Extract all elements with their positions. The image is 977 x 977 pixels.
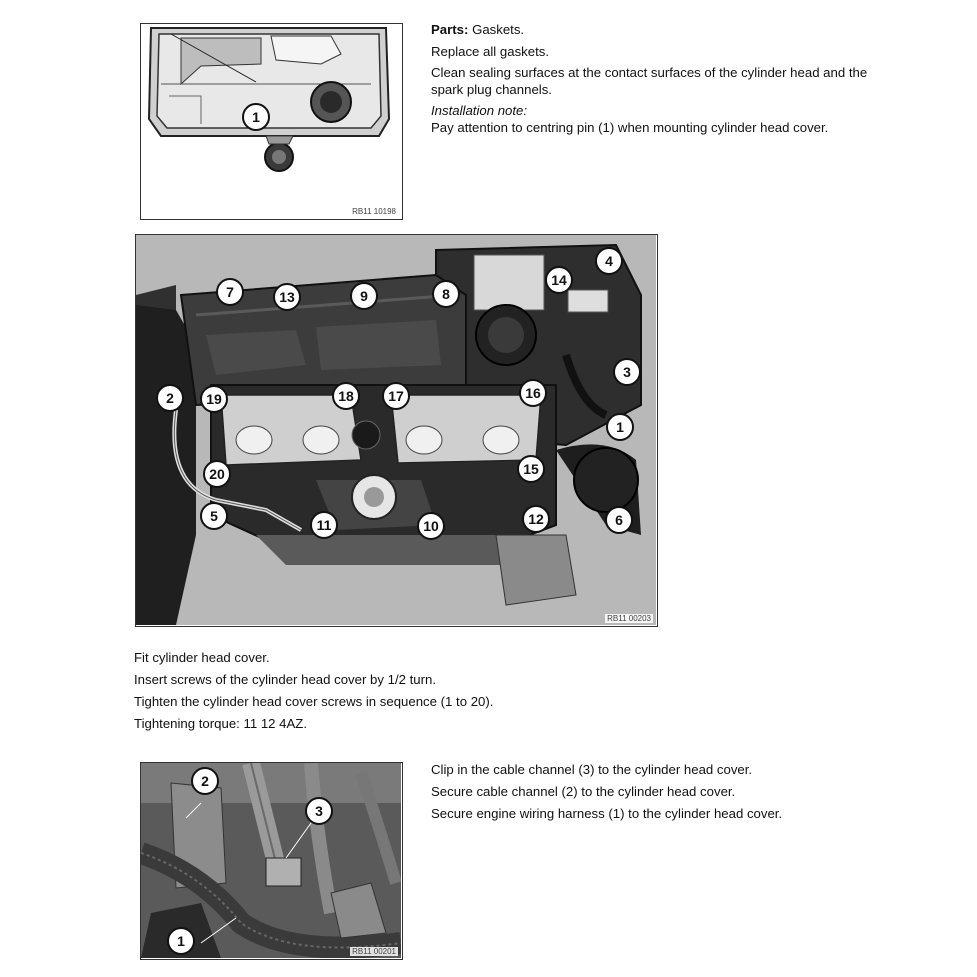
- figure3-callout-2: 2: [191, 767, 219, 795]
- clip-cable-channel-line: Clip in the cable channel (3) to the cylinder head cover.: [431, 762, 753, 777]
- parts-line: [431, 22, 871, 39]
- parts-value: Gaskets.: [472, 22, 525, 37]
- parts-label: Parts:: [431, 22, 469, 37]
- figure2-callout-15: 15: [517, 455, 545, 483]
- figure2-code: RB11 00203: [607, 614, 651, 623]
- section2-text: [134, 650, 654, 738]
- figure2-callout-8: 8: [432, 280, 460, 308]
- cylinder-head-cover-illustration: [141, 24, 401, 218]
- figure2-callout-9: 9: [350, 282, 378, 310]
- section1-text: [431, 22, 871, 141]
- figure2-callout-13: 13: [273, 283, 301, 311]
- figure2-callout-10: 10: [417, 512, 445, 540]
- figure1-callout-1: 1: [242, 103, 270, 131]
- figure2-callout-16: 16: [519, 379, 547, 407]
- figure2-callout-19: 19: [200, 385, 228, 413]
- replace-gaskets-line: Replace all gaskets.: [431, 43, 550, 59]
- figure2-callout-5: 5: [200, 502, 228, 530]
- insert-screws-line: Insert screws of the cylinder head cover by 1/2 turn.: [134, 672, 436, 687]
- figure3-callout-3: 3: [305, 797, 333, 825]
- figure2-callout-11: 11: [310, 511, 338, 539]
- figure3-callout-1: 1: [167, 927, 195, 955]
- section3-text: [431, 762, 871, 828]
- figure2-callout-17: 17: [382, 382, 410, 410]
- figure-cable-channel: [140, 762, 403, 960]
- figure2-callout-2: 2: [156, 384, 184, 412]
- secure-cable-channel-line: Secure cable channel (2) to the cylinder head cover.: [431, 784, 736, 799]
- figure2-callout-18: 18: [332, 382, 360, 410]
- tighten-sequence-line: Tighten the cylinder head cover screws in sequence (1 to 20).: [134, 694, 494, 709]
- fit-cover-line: Fit cylinder head cover.: [134, 650, 270, 665]
- installation-note-text: Pay attention to centring pin (1) when mounting cylinder head cover.: [431, 119, 829, 135]
- figure-cylinder-head-screw-sequence: [135, 234, 658, 627]
- figure2-callout-6: 6: [605, 506, 633, 534]
- figure2-callout-20: 20: [203, 460, 231, 488]
- figure-cylinder-head-cover-underside: [140, 23, 403, 220]
- tightening-torque-line: Tightening torque: 11 12 4AZ.: [134, 716, 308, 731]
- figure2-callout-7: 7: [216, 278, 244, 306]
- secure-wiring-harness-line: Secure engine wiring harness (1) to the cylinder head cover.: [431, 806, 783, 821]
- installation-note-label: Installation note:: [431, 103, 528, 118]
- figure2-callout-4: 4: [595, 247, 623, 275]
- clean-surfaces-line: Clean sealing surfaces at the contact surfaces of the cylinder head and the spark plug channels.: [431, 65, 868, 97]
- engine-top-illustration: [136, 235, 656, 625]
- figure2-callout-14: 14: [545, 266, 573, 294]
- figure2-callout-12: 12: [522, 505, 550, 533]
- figure3-code: RB11 00201: [352, 947, 396, 956]
- figure1-code: RB11 10198: [352, 207, 396, 216]
- figure2-callout-3: 3: [613, 358, 641, 386]
- figure2-callout-1: 1: [606, 413, 634, 441]
